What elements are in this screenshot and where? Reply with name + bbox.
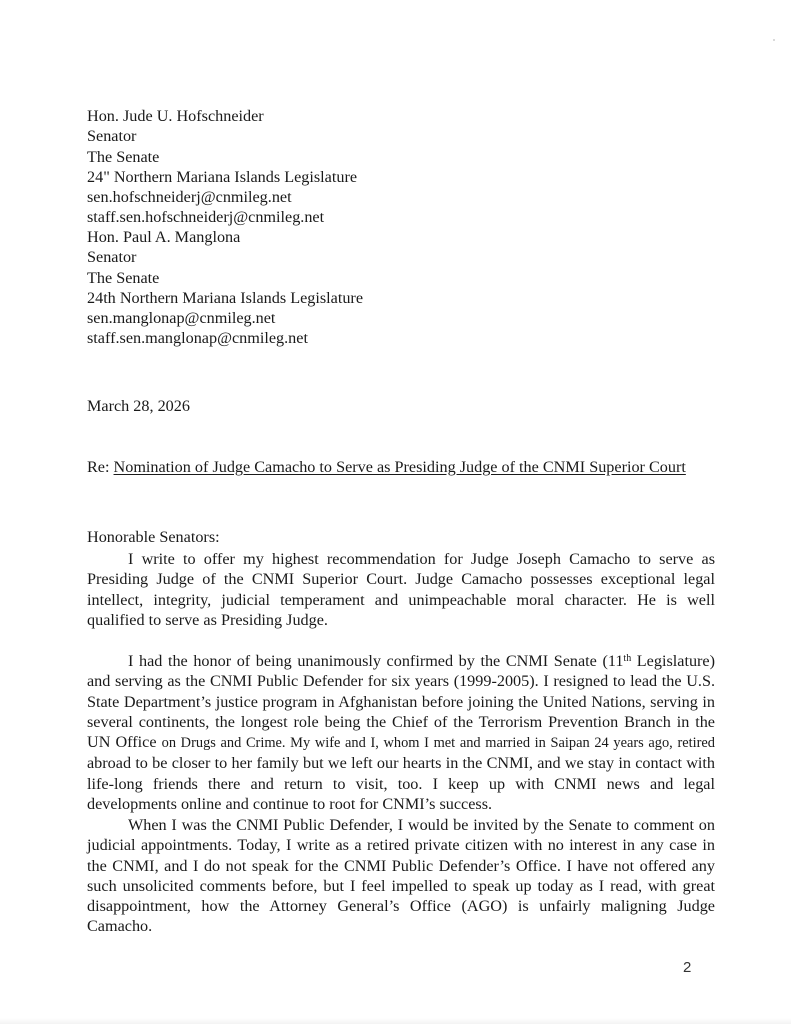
paragraph-recommendation: I write to offer my highest recommendation for Judge Joseph Camacho to serve as Presiding Judge of the CNMI Superior Court. Judge Camacho possesses exceptional legal intellect, integrity, judicial temperament and unimpeachable moral character. He is well qualified to serve as Presiding Judge. [87,550,715,629]
salutation: Honorable Senators: [87,528,220,546]
subject-line [87,457,715,477]
scan-bottom-edge [0,1018,791,1024]
paragraph-text: I had the honor of being unanimously confirmed by the CNMI Senate (11 [128,652,624,670]
letter-date: March 28, 2026 [87,397,190,415]
recipient-title: Senator [87,127,137,146]
recipient-address-1 [87,106,715,228]
recipient-body: The Senate [87,147,160,166]
recipient-address-2 [87,227,715,349]
recipient-name: Hon. Paul A. Manglona [87,228,241,246]
subject-prefix: Re: [87,458,110,476]
paragraph-text-small: on Drugs and Crime. My wife and I, whom I met and married in Saipan 24 years ago, retired [161,735,715,752]
ordinal-superscript: th [623,653,632,664]
recipient-legislature: 24" Northern Mariana Islands Legislature [87,167,358,186]
recipient-email: sen.hofschneiderj@cnmileg.net [87,188,292,207]
subject-text: Nomination of Judge Camacho to Serve as Presiding Judge of the CNMI Superior Court [113,458,686,476]
paragraph-background [87,651,715,814]
recipient-staff-email: staff.sen.hofschneiderj@cnmileg.net [87,208,325,227]
scan-speck [773,39,775,41]
paragraph-context: When I was the CNMI Public Defender, I would be invited by the Senate to comment on judicial appointments. Today, I write as a retired private citizen with no interest in any case in the CNMI, and I do not speak for the CNMI Public Defender’s Office. I have not offered any such unsolicited comments before, but I feel impelled to speak up today as I read, with great disappointment, how the Attorney General’s Office (AGO) is unfairly maligning Judge Camacho. [87,816,715,936]
page-number: 2 [683,959,692,976]
paragraph-text: Legislature) and serving as the CNMI Public Defender for six years (1999-2005). I resigned to lead the U.S. State Department’s justice program in Afghanistan before joining the United Nations, serving in several continents, the longest role being the Chief of the Terrorism Prevention Branch in the UN Office [87,652,716,752]
recipient-name: Hon. Jude U. Hofschneider [87,107,264,125]
recipient-body: The Senate [87,268,160,287]
paragraph-text: abroad to be closer to her family but we left our hearts in the CNMI, and we stay in contact with life-long friends there and return to visit, too. I keep up with CNMI news and legal developments online and continue to root for CNMI’s success. [87,754,715,814]
recipient-email: sen.manglonap@cnmileg.net [87,309,276,328]
recipient-title: Senator [87,248,137,267]
recipient-legislature: 24th Northern Mariana Islands Legislature [87,288,364,307]
recipient-staff-email: staff.sen.manglonap@cnmileg.net [87,329,308,348]
